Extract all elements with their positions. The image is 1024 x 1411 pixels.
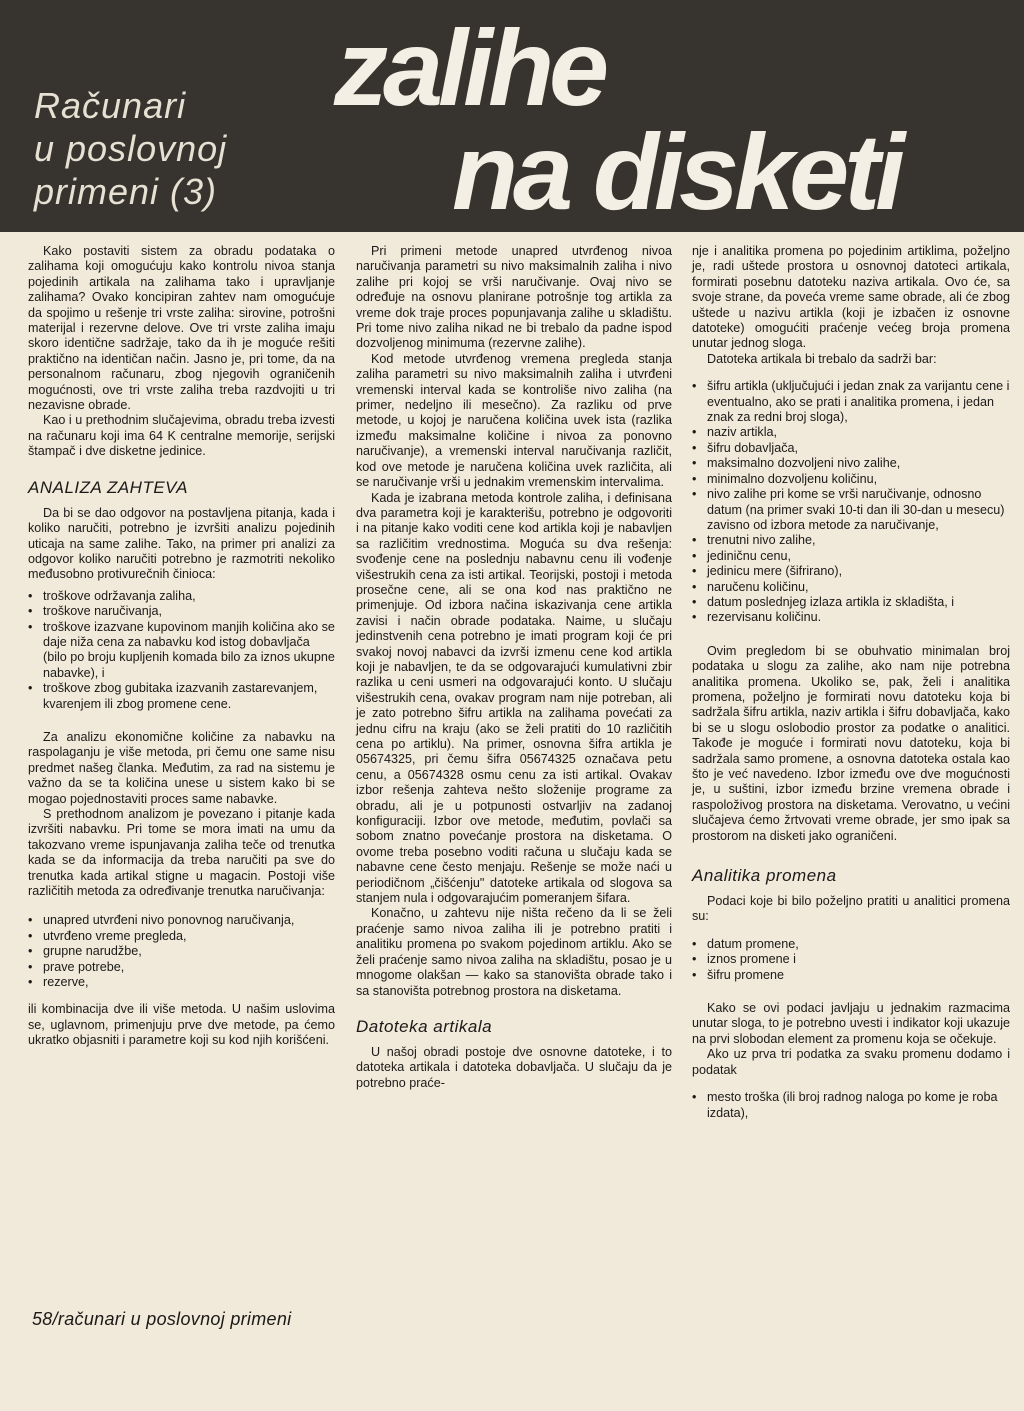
list-item: • naziv artikla, [692,425,1010,440]
column-3 [692,244,1010,1129]
list-item: • utvrđeno vreme pregleda, [28,929,335,944]
paragraph: Podaci koje bi bilo poželjno pratiti u analitici promena su: [692,894,1010,924]
paragraph: Kako se ovi podaci javljaju u jednakim razmacima unutar sloga, to je potrebno uvesti i indikator koji ukazuje na prvi slobodan element za promenu koja se očekuje. [692,1001,1010,1046]
paragraph: Pri primeni metode unapred utvrđenog nivoa naručivanja parametri su nivo maksimalnih zaliha i nivo zalihe pri kojoj se vrši naručivanje. Ovaj nivo se određuje na osnovu planirane potrošnje tog artikla za vreme dok traje proces popunjavanja zalihe u skladištu. Pri tome nivo zaliha nikad ne bi trebalo da padne ispod dozvoljenog minimuma (rezervne zalihe). [356,244,672,351]
list-item: • maksimalno dozvoljeni nivo zalihe, [692,456,1010,471]
bullet-list-analytics [692,937,1010,983]
column-1 [28,244,335,1049]
paragraph: Za analizu ekonomične količine za nabavku na raspolaganju je više metoda, pri čemu one same nisu predmet našeg članka. Međutim, za rad na sistemu je važno da se ta količina unese u sistem kako bi se mogao pojednostaviti proces same nabavke. [28,729,335,806]
list-item: • šifru promene [692,968,1010,983]
list-item: • jediničnu cenu, [692,549,1010,564]
list-item: • troškove zbog gubitaka izazvanih zastarevanjem, kvarenjem ili zbog promene cene. [28,681,335,712]
list-item: • trenutni nivo zalihe, [692,533,1010,548]
list-item: • grupne narudžbe, [28,944,335,959]
title-line-2: na disketi [452,111,901,232]
list-item: • šifru artikla (uključujući i jedan znak za varijantu cene i eventualno, ako se prati i analitika promena, i jedan znak za redni broj sloga), [692,379,1010,425]
paragraph: Ako uz prva tri podatka za svaku promenu dodamo i podatak [692,1047,1010,1077]
list-item: • mesto troška (ili broj radnog naloga po kome je roba izdata), [692,1090,1010,1121]
list-item: • troškove naručivanja, [28,604,335,619]
list-item: • rezervisanu količinu. [692,610,1010,625]
bullet-list-costs [28,589,335,712]
list-item: • troškove izazvane kupovinom manjih količina ako se daje niža cena za nabavku kod istog dobavljača (bilo po broju kupljenih komada bilo za iznos ukupne nabavke), i [28,620,335,682]
section-heading-analiza: ANALIZA ZAHTEVA [28,477,188,497]
list-item: • troškove održavanja zaliha, [28,589,335,604]
paragraph: Kako postaviti sistem za obradu podataka o zalihama koji omogućuju kako kontrolu nivoa stanja pojedinih artikala na zalihama tako i upravljanje zalihama? Ovako koncipiran zahtev nam omogućuje da spojimo u rešenje tri vrste zaliha: sirovine, potrošni materijal i rezervne delove. Ove tri vrste zaliha imaju skoro identične sadržaje, tako da ih je moguće rešiti praktično na identičan način. Jasno je, pri tome, da na personalnom računaru, zbog njegovih ograničenih mogućnosti, ove tri vrste zaliha treba razdvojiti u tri nezavisne obrade. [28,244,335,413]
list-item: • jedinicu mere (šifrirano), [692,564,1010,579]
paragraph: Kod metode utvrđenog vremena pregleda stanja zaliha parametri su nivo maksimalnih zaliha i utvrđeni vremenski interval kada se kontroliše nivo zaliha (na primer, nedeljno ili mesečno). Za razliku od prve metode, u kojoj je naručena količina uvek ista (razlika između maksimalne količine i nivoa za ponovno naručivanje), a vremenski interval naručivanja različit, kod ove metode je naručena količina uvek različita, ali se naručivanje vrši u jednakim vremenskim intervalima. [356,351,672,490]
section-heading-analitika: Analitika promena [692,866,837,886]
paragraph: S prethodnom analizom je povezano i pitanje kada izvršiti nabavku. Pri tome se mora imati na umu da takozvano vreme ispunjavanja zaliha teče od trenutka kada se da informacija da treba naručiti pa sve do trenutka kada artikal stigne u magacin. Postoji više različitih metoda za određivanje trenutka naručivanja: [28,807,335,899]
paragraph: nje i analitika promena po pojedinim artiklima, poželjno je, radi uštede prostora u osnovnoj datoteci artikala, formirati posebnu datoteku naziva artikala. Ovo će, sa svoje strane, da poveća vreme same obrade, ali će zbog uštede u nazivu artikla (koji je izbačen iz osnovne datoteke) omogućiti praćenje većeg broja promena unutar jednog sloga. [692,244,1010,351]
list-item: • prave potrebe, [28,960,335,975]
paragraph: U našoj obradi postoje dve osnovne datoteke, i to datoteka artikala i datoteka dobavljača. U slučaju da je potrebno praće- [356,1044,672,1090]
article-title [334,7,901,232]
series-title [34,84,227,213]
list-item: • datum promene, [692,937,1010,952]
list-item: • rezerve, [28,975,335,990]
column-2 [356,244,672,1091]
series-line-2: u poslovnoj [34,128,228,169]
paragraph: Kada je izabrana metoda kontrole zaliha, i definisana dva parametra koji je karakterišu, potrebno je odgovoriti i na pitanje kako voditi cene kod artikla koji je nabavljen sa različitim vrednostima. Moguća su dva rešenja: svođenje cene na poslednju nabavnu cenu ili vođenje višestrukih cena za isti artikal. Teorijski, postoji i metoda prosečne cene, ali se ona kod nas praktično ne primenjuje. Od izbora načina iskazivanja cene artikla zavisi i način obrade podataka. Naime, u slučaju jedinstvenih cena potrebno je imati program koji će pri svakoj novoj nabavci da izvrši izmenu cene kod artikla koji je nabavljen, te da se odgovarajući kumulativni zbir razlika u ceni usmeri na odgovarajući konto. U slučaju višestrukih cena, ovakav program nam nije potreban, ali je zato potrebno šifru artikla na zalihama povećati za jednu cifru na kraju (ako se želi pratiti do 10 različitih cena po artiklu). Na primer, osnovna šifra artikla je 05674325, pri čemu šifra 05674325 označava petu cenu, a 05674328 osmu cenu za isti artikal. Ovakav izbor rešenja zahteva nešto složenije programe za obradu, ali je u potpunosti ostvarljiv na zadanoj konfiguraciji. Izbor ove metode, međutim, povlači sa sobom znatno povećanje prostora na disketama. O ovome treba posebno voditi računa u slučaju kada se nabavne cene često menjaju. Rešenje se može naći u periodičnom „čišćenju" datoteke artikala od slogova sa stanjem nula i odgovarajućim pomeranjem šifara. [356,490,672,906]
title-line-1: zalihe [334,7,605,128]
list-item: • datum poslednjeg izlaza artikla iz skladišta, i [692,595,1010,610]
paragraph: ili kombinacija dve ili više metoda. U našim uslovima se, uglavnom, primenjuju prve dve metode, pa ćemo ukratko objasniti i parametre koji su kod njih korišćeni. [28,1002,335,1048]
list-item: • šifru dobavljača, [692,441,1010,456]
series-line-1: Računari [34,85,187,126]
bullet-list-cost-center [692,1090,1010,1121]
paragraph: Datoteka artikala bi trebalo da sadrži bar: [707,351,937,366]
series-line-3: primeni (3) [34,171,218,212]
list-item: • naručenu količinu, [692,580,1010,595]
list-item: • unapred utvrđeni nivo ponovnog naručivanja, [28,913,335,928]
list-item: • nivo zalihe pri kome se vrši naručivanje, odnosno datum (na primer svaki 10-ti dan ili 30-dan u mesecu) zavisno od izbora metode za naručivanje, [692,487,1010,533]
paragraph: Kao i u prethodnim slučajevima, obradu treba izvesti na računaru koji ima 64 K centralne memorije, serijski štampač i dve disketne jedinice. [28,413,335,459]
paragraph: Konačno, u zahtevu nije ništa rečeno da li se želi praćenje samo nivoa zaliha ili je potrebno pratiti i analitiku promena po svakom pojedinom artiklu. Ako se želi praćenje samo nivoa zaliha na skladištu, posao je u mnogome olakšan — kako sa stanovišta obrade tako i sa stanovišta potrebnog prostora na disketama. [356,906,672,998]
paragraph: Da bi se dao odgovor na postavljena pitanja, kada i koliko naručiti, potrebno je izvršiti analizu pojedinih uticaja na same zalihe. Tako, na primer pri analizi za odgovor koliko naručiti potrebno je razmotriti nekoliko međusobno protivurečnih činioca: [28,505,335,582]
section-heading-datoteka: Datoteka artikala [356,1016,493,1036]
bullet-list-methods [28,913,335,990]
list-item: • minimalno dozvoljenu količinu, [692,472,1010,487]
article-header [0,0,1024,232]
page-footer: 58/računari u poslovnoj primeni [32,1309,292,1329]
bullet-list-fields [692,379,1010,626]
paragraph: Ovim pregledom bi se obuhvatio minimalan broj podataka u slogu za zalihe, ako nam nije potrebna analitika promena. Ukoliko se, pak, želi i analitika promena, poželjno je formirati novu datoteku koja bi sadržala šifru artikla, naziv artikla i šifru dobavljača, kako bi se u slogu oslobodio prostor za podatke o analitici. Takođe je moguće i formirati novu datoteku, koja bi sadržala samo promene, a osnovna datoteka ostala kao što je već navedeno. Izbor između ove dve mogućnosti je, u suštini, izbor između brzine vremena obrade i raspoloživog prostora na disketama. Verovatno, u većini slučajeva ćemo žrtvovati vreme obrade, jer smo ipak sa prostorom na disketi jako ograničeni. [692,643,1010,843]
list-item: • iznos promene i [692,952,1010,967]
